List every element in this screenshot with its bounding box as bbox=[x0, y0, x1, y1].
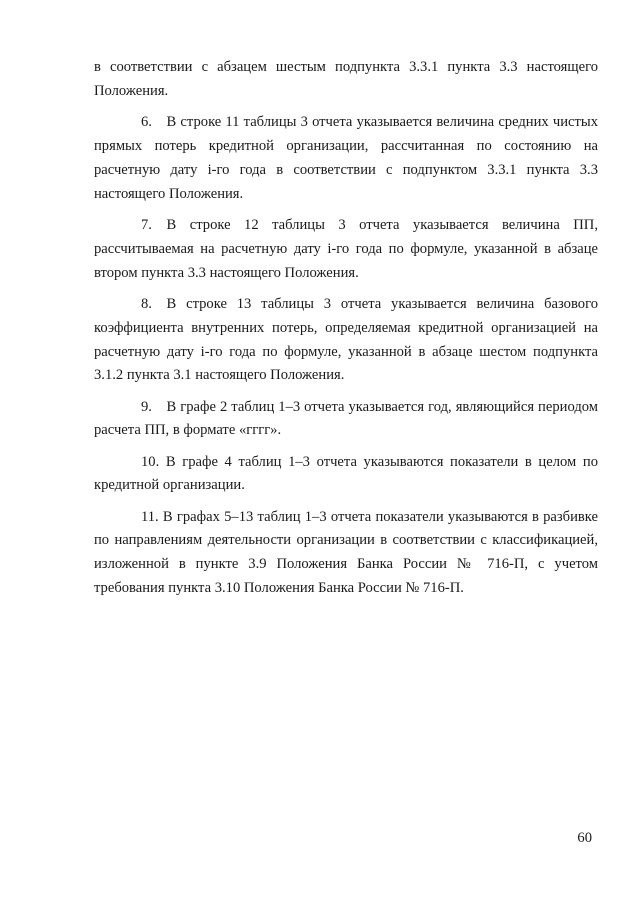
paragraph-item-6: 6. В строке 11 таблицы 3 отчета указывается величина средних чистых прямых потерь кредитной организации, рассчитанная по состоянию на расчетную дату i-го года в соответствии с подпунктом 3.3.1 пункта 3.3 настоящего Положения. bbox=[94, 114, 598, 202]
paragraph-item-7: 7. В строке 12 таблицы 3 отчета указывается величина ПП, рассчитываемая на расчетную дату i-го года по формуле, указанной в абзаце втором пункта 3.3 настоящего Положения. bbox=[94, 216, 598, 281]
body-text bbox=[94, 56, 598, 608]
paragraph-item-10: 10. В графе 4 таблиц 1–3 отчета указываются показатели в целом по кредитной организации. bbox=[94, 453, 598, 494]
page-number: 60 bbox=[577, 830, 592, 846]
paragraph-item-8: 8. В строке 13 таблицы 3 отчета указывается величина базового коэффициента внутренних потерь, определяемая кредитной организацией на расчетную дату i-го года по формуле, указанной в абзаце шестом подпункта 3.1.2 пункта 3.1 настоящего Положения. bbox=[94, 295, 598, 384]
paragraph-continuation: в соответствии с абзацем шестым подпункта 3.3.1 пункта 3.3 настоящего Положения. bbox=[94, 59, 598, 99]
paragraph-item-9: 9. В графе 2 таблиц 1–3 отчета указывается год, являющийся периодом расчета ПП, в формате «гггг». bbox=[94, 398, 598, 439]
paragraph-item-11: 11. В графах 5–13 таблиц 1–3 отчета показатели указываются в разбивке по направлениям деятельности организации в соответствии с классификацией, изложенной в пункте 3.9 Положения Банка России № 716-П, с учетом требования пункта 3.10 Положения Банка России № 716-П. bbox=[94, 508, 598, 597]
